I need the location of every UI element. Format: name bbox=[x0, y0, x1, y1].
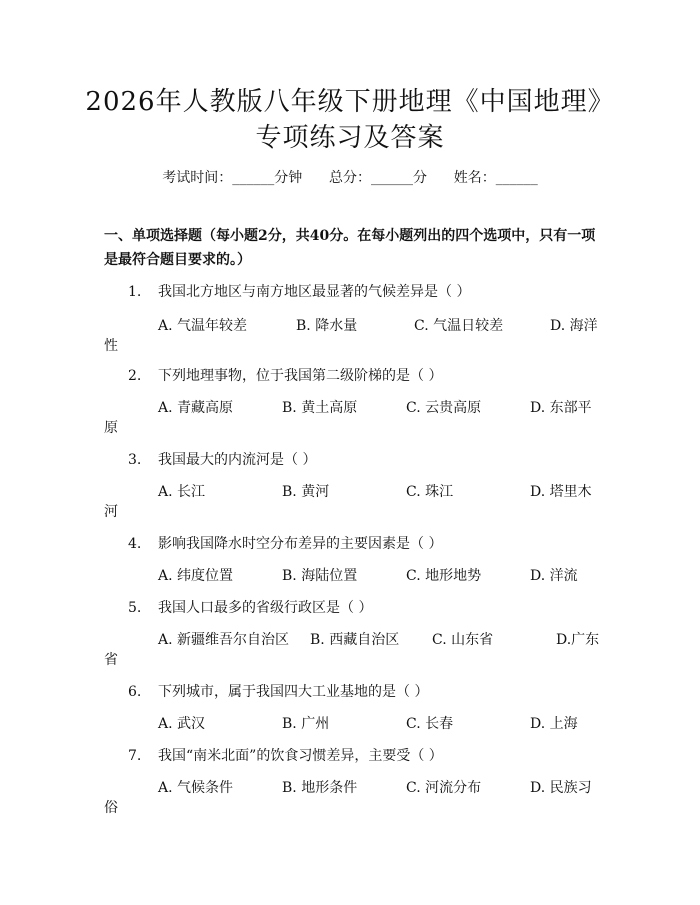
question-4 bbox=[128, 534, 442, 554]
option-d-wrap: 性 bbox=[104, 338, 118, 354]
option-a: A. 新疆维吾尔自治区 bbox=[158, 632, 290, 648]
question-stem: 我国“南米北面”的饮食习惯差异，主要受（ ） bbox=[158, 748, 443, 764]
option-b: B. 黄河 bbox=[282, 484, 330, 500]
option-c: C. 珠江 bbox=[406, 484, 454, 500]
question-number: 5. bbox=[128, 600, 142, 616]
question-6 bbox=[128, 682, 428, 702]
option-b: B. 广州 bbox=[282, 716, 330, 732]
question-stem: 我国最大的内流河是（ ） bbox=[158, 452, 317, 468]
option-a: A. 武汉 bbox=[158, 716, 206, 732]
question-number: 3. bbox=[128, 452, 142, 468]
question-number: 6. bbox=[128, 684, 142, 700]
question-1 bbox=[128, 282, 470, 302]
option-d-wrap: 俗 bbox=[104, 800, 118, 816]
option-d-wrap: 省 bbox=[104, 652, 118, 668]
option-d: D. 塔里木 bbox=[530, 484, 592, 500]
question-3 bbox=[128, 450, 316, 470]
page-title: 2026年人教版八年级下册地理《中国地理》 bbox=[85, 87, 615, 117]
question-stem: 下列城市，属于我国四大工业基地的是（ ） bbox=[158, 684, 429, 700]
option-a: A. 气温年较差 bbox=[158, 318, 248, 334]
question-number: 2. bbox=[128, 368, 142, 384]
option-c: C. 云贵高原 bbox=[406, 400, 482, 416]
option-d: D. 东部平 bbox=[530, 400, 592, 416]
question-number: 7. bbox=[128, 748, 142, 764]
question-7 bbox=[128, 746, 443, 766]
option-b: B. 西藏自治区 bbox=[310, 632, 400, 648]
option-d: D. 海洋 bbox=[550, 318, 598, 334]
option-d-wrap: 河 bbox=[104, 504, 118, 520]
question-5 bbox=[128, 598, 372, 618]
question-stem: 我国北方地区与南方地区最显著的气候差异是（ ） bbox=[158, 284, 471, 300]
question-stem: 下列地理事物，位于我国第二级阶梯的是（ ） bbox=[158, 368, 443, 384]
option-a: A. 纬度位置 bbox=[158, 568, 234, 584]
page-subtitle: 专项练习及答案 bbox=[255, 123, 445, 153]
question-stem: 我国人口最多的省级行政区是（ ） bbox=[158, 600, 373, 616]
question-stem: 影响我国降水时空分布差异的主要因素是（ ） bbox=[158, 536, 443, 552]
option-a: A. 长江 bbox=[158, 484, 206, 500]
option-c: C. 地形地势 bbox=[406, 568, 482, 584]
option-c: C. 长春 bbox=[406, 716, 454, 732]
question-2 bbox=[128, 366, 442, 386]
option-d: D. 洋流 bbox=[530, 568, 578, 584]
option-a: A. 气候条件 bbox=[158, 780, 234, 796]
option-d-wrap: 原 bbox=[104, 420, 118, 436]
question-number: 1. bbox=[128, 284, 142, 300]
option-c: C. 山东省 bbox=[432, 632, 494, 648]
question-number: 4. bbox=[128, 536, 142, 552]
option-d: D.广东 bbox=[556, 632, 600, 648]
option-d: D. 民族习 bbox=[530, 780, 592, 796]
option-a: A. 青藏高原 bbox=[158, 400, 234, 416]
option-b: B. 降水量 bbox=[296, 318, 358, 334]
option-b: B. 海陆位置 bbox=[282, 568, 358, 584]
option-b: B. 黄土高原 bbox=[282, 400, 358, 416]
option-c: C. 河流分布 bbox=[406, 780, 482, 796]
option-d: D. 上海 bbox=[530, 716, 578, 732]
option-c: C. 气温日较差 bbox=[414, 318, 504, 334]
option-b: B. 地形条件 bbox=[282, 780, 358, 796]
exam-meta: 考试时间：______分钟 总分：______分 姓名：______ bbox=[162, 170, 538, 186]
section-heading: 一、单项选择题（每小题2分，共40分。在每小题列出的四个选项中，只有一项是最符合题目要求的。） bbox=[104, 228, 596, 268]
